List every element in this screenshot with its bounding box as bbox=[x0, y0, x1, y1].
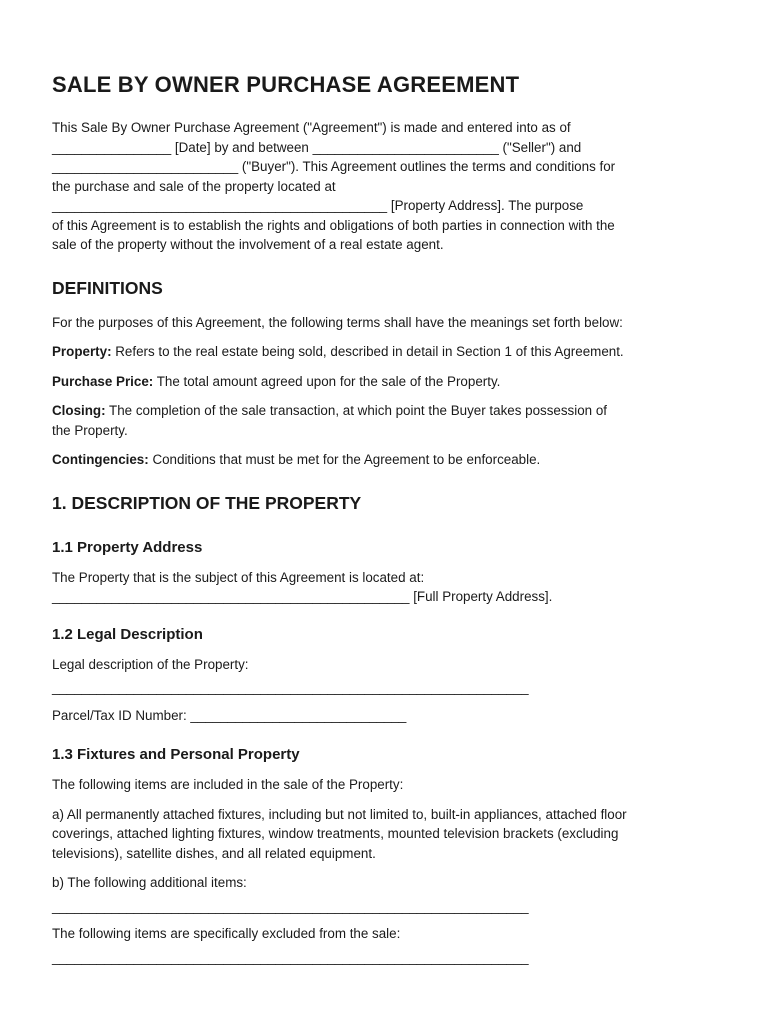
definition-closing bbox=[52, 401, 722, 440]
document-title: SALE BY OWNER PURCHASE AGREEMENT bbox=[52, 72, 520, 97]
property-address-lead: The Property that is the subject of this Agreement is located at: bbox=[52, 569, 425, 585]
definition-text-continued: the Property. bbox=[52, 422, 128, 438]
section-1-1-heading: 1.1 Property Address bbox=[52, 538, 203, 556]
intro-paragraph bbox=[52, 118, 722, 255]
definition-term: Property: bbox=[52, 344, 112, 359]
intro-line: _________________________ ("Buyer"). This Agreement outlines the terms and conditions for bbox=[52, 159, 616, 174]
definition-text: Conditions that must be met for the Agreement to be enforceable. bbox=[148, 452, 541, 467]
section-1-2-heading: 1.2 Legal Description bbox=[52, 625, 203, 643]
fixtures-item-a-line: a) All permanently attached fixtures, including but not limited to, built-in appliances, attached floor bbox=[52, 806, 627, 822]
definition-term: Purchase Price: bbox=[52, 373, 154, 389]
section-1-3-heading: 1.3 Fixtures and Personal Property bbox=[52, 746, 300, 763]
intro-line: of this Agreement is to establish the rights and obligations of both parties in connection with the bbox=[52, 217, 615, 233]
parcel-id-field: Parcel/Tax ID Number: _____________________________ bbox=[52, 707, 407, 723]
fixtures-item-a-line: televisions), satellite dishes, and all related equipment. bbox=[52, 845, 376, 861]
definition-purchase-price bbox=[52, 372, 722, 392]
intro-line: _____________________________________________ [Property Address]. The purpose bbox=[52, 198, 584, 213]
legal-description-blank: ________________________________________________________________ bbox=[52, 680, 529, 695]
definition-text: The total amount agreed upon for the sale of the Property. bbox=[153, 373, 501, 389]
definition-contingencies bbox=[52, 450, 722, 470]
definition-term: Contingencies: bbox=[52, 452, 149, 467]
excluded-items-lead: The following items are specifically excluded from the sale: bbox=[52, 926, 401, 941]
excluded-items-blank: ________________________________________________________________ bbox=[52, 949, 529, 965]
intro-line: the purchase and sale of the property located at bbox=[52, 178, 336, 194]
fixtures-lead: The following items are included in the sale of the Property: bbox=[52, 777, 404, 792]
definitions-heading: DEFINITIONS bbox=[52, 277, 163, 298]
legal-description-lead: Legal description of the Property: bbox=[52, 656, 249, 672]
intro-line: This Sale By Owner Purchase Agreement ("Agreement") is made and entered into as of bbox=[52, 120, 571, 135]
intro-line: sale of the property without the involvement of a real estate agent. bbox=[52, 237, 444, 252]
full-address-blank: ________________________________________________ [Full Property Address]. bbox=[52, 589, 553, 604]
definition-text: Refers to the real estate being sold, described in detail in Section 1 of this Agreement. bbox=[111, 344, 624, 359]
fixtures-item-a-line: coverings, attached lighting fixtures, window treatments, mounted television brackets (excluding bbox=[52, 826, 619, 841]
definition-text: The completion of the sale transaction, at which point the Buyer takes possession of bbox=[105, 403, 608, 418]
section-1-heading: 1. DESCRIPTION OF THE PROPERTY bbox=[52, 492, 362, 513]
fixtures-item-a bbox=[52, 805, 722, 864]
document-body bbox=[52, 72, 722, 967]
fixtures-item-b: b) The following additional items: bbox=[52, 875, 247, 890]
intro-line: ________________ [Date] by and between _________________________ ("Seller") and bbox=[52, 139, 582, 155]
additional-items-blank: ________________________________________________________________ bbox=[52, 898, 529, 914]
definition-property bbox=[52, 342, 722, 362]
definition-term: Closing: bbox=[52, 403, 106, 418]
definitions-lead: For the purposes of this Agreement, the following terms shall have the meanings set forth below: bbox=[52, 314, 623, 330]
